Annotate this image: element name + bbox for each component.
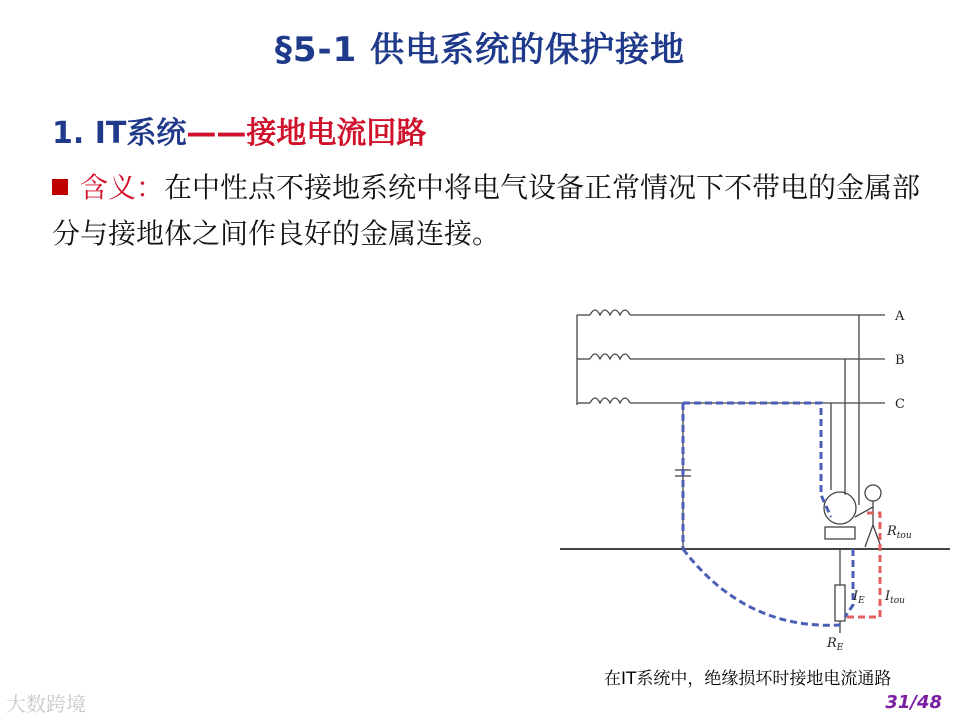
definition-label: 含义 xyxy=(80,171,137,204)
definition-colon: ： xyxy=(136,171,165,204)
rtou-sub: tou xyxy=(896,531,912,541)
re-label: R xyxy=(827,636,837,651)
it-system-diagram xyxy=(555,295,955,665)
phase-b-label: B xyxy=(895,353,905,368)
heading-number: 1. IT系统 xyxy=(52,116,187,151)
page-number: 31/48 xyxy=(885,692,942,713)
itou-sub: tou xyxy=(890,596,905,606)
svg-text:IE xyxy=(852,589,865,606)
svg-text:Rtou xyxy=(886,524,912,541)
square-bullet-icon xyxy=(52,179,68,195)
re-sub: E xyxy=(836,643,844,653)
definition-text: 在中性点不接地系统中将电气设备正常情况下不带电的金属部分与接地体之间作良好的金属连接。 xyxy=(52,171,921,250)
itou-label: I xyxy=(885,589,891,604)
phase-c-label: C xyxy=(895,397,905,412)
heading-subtitle: ——接地电流回路 xyxy=(186,116,427,151)
ie-sub: E xyxy=(858,596,865,606)
ie-label: I xyxy=(853,589,859,604)
rtou-label: R xyxy=(887,524,897,539)
watermark-text: 大数跨境 xyxy=(6,692,86,716)
section-heading xyxy=(52,108,426,152)
slide-title: §5-1 供电系统的保护接地 xyxy=(274,30,686,70)
figure-caption: 在IT系统中，绝缘损坏时接地电流通路 xyxy=(604,669,892,689)
definition-paragraph xyxy=(52,165,932,257)
svg-text:Itou xyxy=(884,589,905,606)
svg-text:RE xyxy=(826,636,844,653)
phase-a-label: A xyxy=(895,309,905,324)
